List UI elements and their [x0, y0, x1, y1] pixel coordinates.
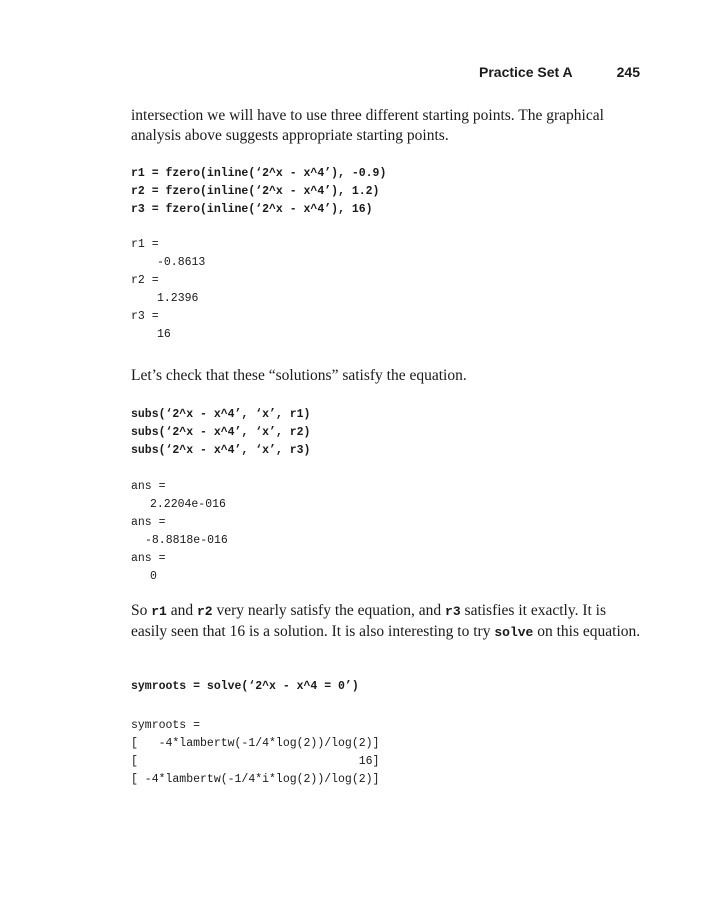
- output-label: ans =: [131, 516, 166, 529]
- output-row: [ -4*lambertw(-1/4*log(2))/log(2)]: [131, 737, 380, 750]
- output-value: 2.2204e-016: [150, 498, 226, 511]
- output-block-roots: [131, 236, 205, 344]
- output-label: r2 =: [131, 274, 159, 287]
- section-title: Practice Set A: [479, 64, 573, 80]
- output-block-ans: [131, 478, 228, 586]
- code-line: r2 = fzero(inline(‘2^x - x^4’), 1.2): [131, 185, 380, 198]
- paragraph-check: Let’s check that these “solutions” satisfy the equation.: [131, 367, 467, 384]
- output-label: r1 =: [131, 238, 159, 251]
- text-run: very nearly satisfy the equation, and: [212, 602, 446, 619]
- paragraph-intro: intersection we will have to use three different starting points. The graphical analysis above suggests appropriate starting points.: [131, 107, 604, 144]
- output-label: r3 =: [131, 310, 159, 323]
- paragraph-solve: [131, 601, 643, 642]
- output-row: [ -4*lambertw(-1/4*i*log(2))/log(2)]: [131, 773, 380, 786]
- text-run: satisfies it exactly. It is easily seen that 16 is a solution. It is also interesting to try: [131, 602, 607, 640]
- code-line: symroots = solve(‘2^x - x^4 = 0’): [131, 680, 359, 693]
- code-block-solve: [131, 678, 359, 696]
- code-block-subs: [131, 406, 310, 460]
- output-block-symroots: [131, 717, 379, 789]
- inline-code: r3: [445, 604, 461, 619]
- output-value: 16: [157, 328, 171, 341]
- code-block-fzero: [131, 165, 386, 219]
- output-value: -8.8818e-016: [145, 534, 228, 547]
- output-row: [ 16]: [131, 755, 380, 768]
- text-run: on this equation.: [533, 622, 641, 640]
- page-number: 245: [616, 64, 640, 80]
- code-line: subs(‘2^x - x^4’, ‘x’, r3): [131, 444, 311, 457]
- code-line: r3 = fzero(inline(‘2^x - x^4’), 16): [131, 203, 373, 216]
- output-value: 1.2396: [157, 292, 199, 305]
- running-head: [479, 64, 640, 80]
- output-label: ans =: [131, 480, 166, 493]
- output-label: ans =: [131, 552, 166, 565]
- output-value: 0: [150, 570, 157, 583]
- output-label: symroots =: [131, 719, 201, 732]
- inline-code: solve: [494, 624, 534, 640]
- code-line: r1 = fzero(inline(‘2^x - x^4’), -0.9): [131, 167, 387, 180]
- text-run: So: [131, 602, 152, 619]
- text-run: and: [166, 602, 197, 619]
- inline-code: r1: [151, 604, 167, 619]
- code-line: subs(‘2^x - x^4’, ‘x’, r1): [131, 408, 311, 421]
- code-line: subs(‘2^x - x^4’, ‘x’, r2): [131, 426, 311, 439]
- inline-code: r2: [197, 604, 213, 619]
- output-value: -0.8613: [157, 256, 206, 269]
